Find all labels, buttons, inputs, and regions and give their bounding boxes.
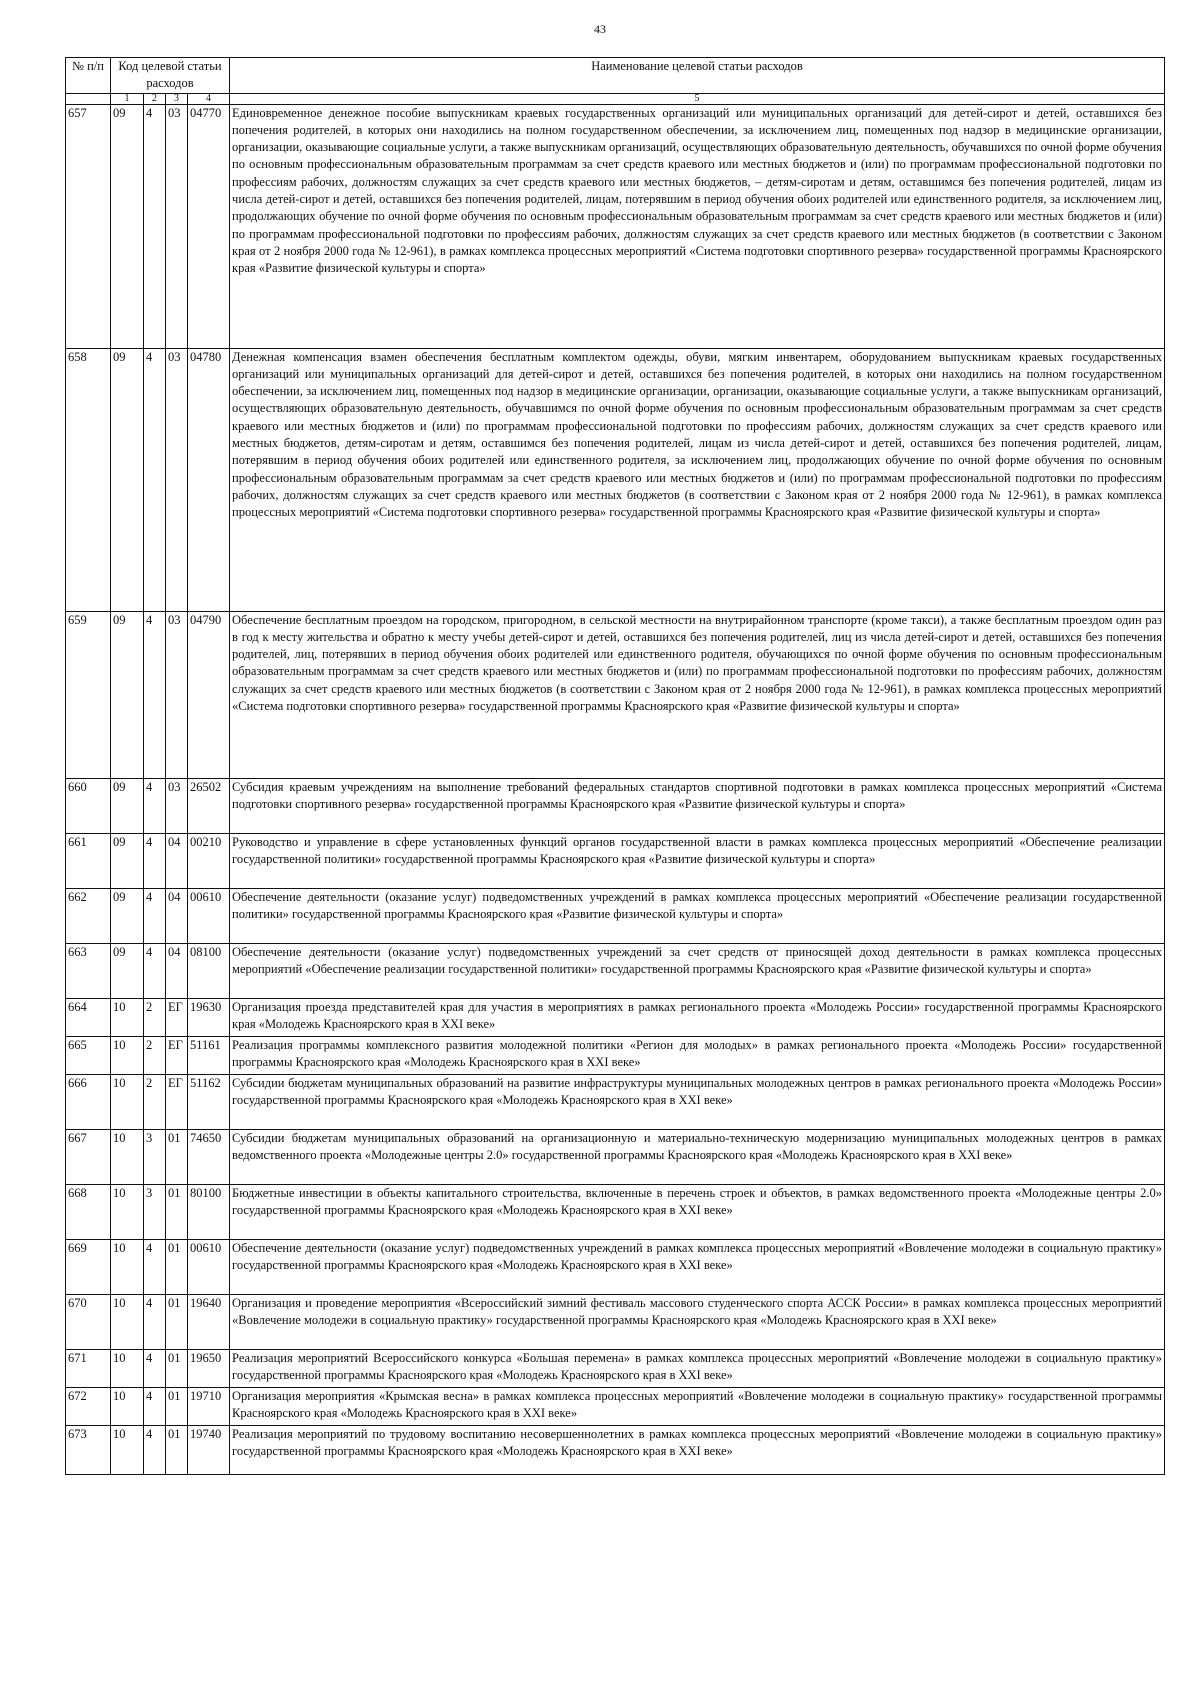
code-3: 03 xyxy=(166,778,188,833)
row-number: 668 xyxy=(66,1184,111,1239)
row-name: Организация и проведение мероприятия «Всероссийский зимний фестиваль массового студенческого спорта АССК России» в рамках комплекса процессных мероприятий «Вовлечение молодежи в социальную практику» государственной программы Красноярского края «Молодежь Красноярского края в XXI веке» xyxy=(230,1294,1165,1349)
row-number: 660 xyxy=(66,778,111,833)
code-2: 2 xyxy=(144,1074,166,1129)
table-row xyxy=(66,348,1165,611)
table-row xyxy=(66,778,1165,833)
row-name: Бюджетные инвестиции в объекты капитального строительства, включенные в перечень строек и объектов, в рамках ведомственного проекта «Молодежные центры 2.0» государственной программы Красноярского края «Молодежь Красноярского края в XXI веке» xyxy=(230,1184,1165,1239)
row-number: 665 xyxy=(66,1036,111,1074)
row-number: 658 xyxy=(66,348,111,611)
table-row xyxy=(66,998,1165,1036)
code-2: 3 xyxy=(144,1129,166,1184)
table-row xyxy=(66,833,1165,888)
table-row xyxy=(66,1074,1165,1129)
column-number-1: 1 xyxy=(111,93,144,104)
row-number: 659 xyxy=(66,611,111,778)
code-2: 4 xyxy=(144,1349,166,1387)
row-number: 657 xyxy=(66,104,111,348)
code-3: 03 xyxy=(166,104,188,348)
row-number: 662 xyxy=(66,888,111,943)
table-row xyxy=(66,1129,1165,1184)
code-4: 00610 xyxy=(188,888,230,943)
code-1: 09 xyxy=(111,888,144,943)
code-2: 4 xyxy=(144,888,166,943)
code-4: 19740 xyxy=(188,1425,230,1474)
code-4: 51162 xyxy=(188,1074,230,1129)
table-row xyxy=(66,1387,1165,1425)
code-2: 2 xyxy=(144,998,166,1036)
code-2: 4 xyxy=(144,833,166,888)
table-row xyxy=(66,888,1165,943)
code-3: 01 xyxy=(166,1239,188,1294)
code-3: 01 xyxy=(166,1129,188,1184)
row-number: 670 xyxy=(66,1294,111,1349)
code-4: 00610 xyxy=(188,1239,230,1294)
code-3: 03 xyxy=(166,348,188,611)
code-3: ЕГ xyxy=(166,998,188,1036)
code-3: 03 xyxy=(166,611,188,778)
column-number-5: 5 xyxy=(230,93,1165,104)
code-4: 08100 xyxy=(188,943,230,998)
code-1: 10 xyxy=(111,1425,144,1474)
code-2: 4 xyxy=(144,104,166,348)
code-1: 09 xyxy=(111,611,144,778)
table-row xyxy=(66,1184,1165,1239)
code-3: 01 xyxy=(166,1349,188,1387)
code-1: 10 xyxy=(111,1129,144,1184)
column-number-3: 3 xyxy=(166,93,188,104)
header-code: Код целевой статьи расходов xyxy=(111,58,230,94)
code-1: 10 xyxy=(111,1184,144,1239)
table-row xyxy=(66,104,1165,348)
code-1: 09 xyxy=(111,833,144,888)
code-4: 00210 xyxy=(188,833,230,888)
code-1: 10 xyxy=(111,1294,144,1349)
row-number: 664 xyxy=(66,998,111,1036)
page-number: 43 xyxy=(594,22,606,36)
code-3: 04 xyxy=(166,943,188,998)
column-number-4: 4 xyxy=(188,93,230,104)
table-row xyxy=(66,1425,1165,1474)
row-name: Субсидии бюджетам муниципальных образований на развитие инфраструктуры муниципальных молодежных центров в рамках регионального проекта «Молодежь России» государственной программы Красноярского края «Молодежь Красноярского края в XXI веке» xyxy=(230,1074,1165,1129)
code-4: 04780 xyxy=(188,348,230,611)
table-body xyxy=(66,104,1165,1474)
code-3: 04 xyxy=(166,888,188,943)
code-1: 09 xyxy=(111,348,144,611)
table-row xyxy=(66,1036,1165,1074)
row-number: 673 xyxy=(66,1425,111,1474)
row-name: Субсидия краевым учреждениям на выполнение требований федеральных стандартов спортивной подготовки в рамках комплекса процессных мероприятий «Система подготовки спортивного резерва» государственной программы Красноярского края «Развитие физической культуры и спорта» xyxy=(230,778,1165,833)
code-2: 4 xyxy=(144,1239,166,1294)
header-number: № п/п xyxy=(66,58,111,94)
row-number: 669 xyxy=(66,1239,111,1294)
row-number: 671 xyxy=(66,1349,111,1387)
table-row xyxy=(66,611,1165,778)
table-row xyxy=(66,1294,1165,1349)
header-name: Наименование целевой статьи расходов xyxy=(230,58,1165,94)
table-row xyxy=(66,1349,1165,1387)
code-1: 10 xyxy=(111,1239,144,1294)
code-3: 01 xyxy=(166,1294,188,1349)
row-name: Обеспечение деятельности (оказание услуг) подведомственных учреждений в рамках комплекса процессных мероприятий «Обеспечение реализации государственной политики» государственной программы Красноярского края «Развитие физической культуры и спорта» xyxy=(230,888,1165,943)
column-number-2: 2 xyxy=(144,93,166,104)
row-number: 666 xyxy=(66,1074,111,1129)
code-1: 10 xyxy=(111,1036,144,1074)
row-name: Обеспечение деятельности (оказание услуг) подведомственных учреждений в рамках комплекса процессных мероприятий «Вовлечение молодежи в социальную практику» государственной программы Красноярского края «Молодежь Красноярского края в XXI веке» xyxy=(230,1239,1165,1294)
code-3: 01 xyxy=(166,1184,188,1239)
row-name: Реализация программы комплексного развития молодежной политики «Регион для молодых» в рамках регионального проекта «Молодежь России» государственной программы Красноярского края «Молодежь Красноярского края в XXI веке» xyxy=(230,1036,1165,1074)
code-1: 10 xyxy=(111,1074,144,1129)
code-4: 19710 xyxy=(188,1387,230,1425)
code-1: 10 xyxy=(111,1349,144,1387)
target-items-table xyxy=(65,57,1165,1475)
row-number: 661 xyxy=(66,833,111,888)
code-3: 01 xyxy=(166,1387,188,1425)
code-2: 3 xyxy=(144,1184,166,1239)
code-3: ЕГ xyxy=(166,1074,188,1129)
code-4: 19630 xyxy=(188,998,230,1036)
code-1: 09 xyxy=(111,778,144,833)
code-2: 4 xyxy=(144,611,166,778)
code-4: 04770 xyxy=(188,104,230,348)
row-name: Обеспечение бесплатным проездом на городском, пригородном, в сельской местности на внутрирайонном транспорте (кроме такси), а также бесплатным проездом один раз в год к месту жительства и обратно к месту учебы детей-сирот и детей, оставшихся без попечения родителей, лиц из числа детей-сирот и детей, оставшихся без попечения родителей, лиц, потерявших в период обучения обоих родителей или единственного родителя, обучающихся по очной форме обучения по основным профессиональным образовательным программам за счет средств краевого или местных бюджетов и (или) по программам профессиональной подготовки по профессиям рабочих, должностям служащих за счет средств краевого или местных бюджетов (в соответствии с Законом края от 2 ноября 2000 года № 12-961), в рамках комплекса процессных мероприятий «Система подготовки спортивного резерва» государственной программы Красноярского края «Развитие физической культуры и спорта» xyxy=(230,611,1165,778)
row-name: Организация мероприятия «Крымская весна» в рамках комплекса процессных мероприятий «Вовлечение молодежи в социальную практику» государственной программы Красноярского края «Молодежь Красноярского края в XXI веке» xyxy=(230,1387,1165,1425)
table-row xyxy=(66,1239,1165,1294)
row-name: Реализация мероприятий Всероссийского конкурса «Большая перемена» в рамках комплекса процессных мероприятий «Вовлечение молодежи в социальную практику» государственной программы Красноярского края «Молодежь Красноярского края в XXI веке» xyxy=(230,1349,1165,1387)
code-4: 51161 xyxy=(188,1036,230,1074)
row-name: Организация проезда представителей края для участия в мероприятиях в рамках регионального проекта «Молодежь России» государственной программы Красноярского края «Молодежь Красноярского края в XXI веке» xyxy=(230,998,1165,1036)
row-number: 672 xyxy=(66,1387,111,1425)
code-2: 4 xyxy=(144,1294,166,1349)
row-name: Руководство и управление в сфере установленных функций органов государственной власти в рамках комплекса процессных мероприятий «Обеспечение реализации государственной политики» государственной программы Красноярского края «Развитие физической культуры и спорта» xyxy=(230,833,1165,888)
code-4: 80100 xyxy=(188,1184,230,1239)
code-4: 26502 xyxy=(188,778,230,833)
row-number: 667 xyxy=(66,1129,111,1184)
code-2: 4 xyxy=(144,943,166,998)
code-4: 19650 xyxy=(188,1349,230,1387)
code-2: 4 xyxy=(144,778,166,833)
row-name: Обеспечение деятельности (оказание услуг) подведомственных учреждений за счет средств от приносящей доход деятельности в рамках комплекса процессных мероприятий «Обеспечение реализации государственной политики» государственной программы Красноярского края «Развитие физической культуры и спорта» xyxy=(230,943,1165,998)
code-1: 09 xyxy=(111,943,144,998)
code-1: 10 xyxy=(111,998,144,1036)
table-row xyxy=(66,943,1165,998)
code-3: ЕГ xyxy=(166,1036,188,1074)
code-2: 4 xyxy=(144,1387,166,1425)
code-2: 4 xyxy=(144,1425,166,1474)
code-4: 19640 xyxy=(188,1294,230,1349)
code-3: 04 xyxy=(166,833,188,888)
code-2: 2 xyxy=(144,1036,166,1074)
code-2: 4 xyxy=(144,348,166,611)
code-4: 04790 xyxy=(188,611,230,778)
row-name: Денежная компенсация взамен обеспечения бесплатным комплектом одежды, обуви, мягким инвентарем, оборудованием выпускникам краевых государственных организаций или муниципальных организаций для детей-сирот и детей, оставшихся без попечения родителей, в которых они находились на полном государственном обеспечении, за исключением лиц, помещенных под надзор в медицинские организации, организации, оказывающие социальные услуги, а также выпускникам организаций, осуществляющих образовательную деятельность, обучавшимся по очной форме обучения по основным профессиональным образовательным программам за счет средств краевого или местных бюджетов и (или) по программам профессиональной подготовки по профессиям рабочих, должностям служащих за счет средств краевого или местных бюджетов, детям-сиротам и детям, оставшимся без попечения родителей, лицам из числа детей-сирот и детей, оставшихся без попечения родителей, лицам, потерявшим в период обучения обоих родителей или единственного родителя, за исключением лиц, продолжающих обучение по очной форме обучения по основным профессиональным образовательным программам за счет средств краевого или местных бюджетов и (или) по программам профессиональной подготовки по профессиям рабочих, должностям служащих за счет средств краевого или местных бюджетов (в соответствии с Законом края от 2 ноября 2000 года № 12-961), в рамках комплекса процессных мероприятий «Система подготовки спортивного резерва» государственной программы Красноярского края «Развитие физической культуры и спорта» xyxy=(230,348,1165,611)
row-number: 663 xyxy=(66,943,111,998)
row-name: Субсидии бюджетам муниципальных образований на организационную и материально-техническую модернизацию муниципальных молодежных центров в рамках ведомственного проекта «Молодежные центры 2.0» государственной программы Красноярского края «Молодежь Красноярского края в XXI веке» xyxy=(230,1129,1165,1184)
code-3: 01 xyxy=(166,1425,188,1474)
row-name: Единовременное денежное пособие выпускникам краевых государственных организаций или муниципальных организаций для детей-сирот и детей, оставшихся без попечения родителей, в которых они находились на полном государственном обеспечении, за исключением лиц, помещенных под надзор в медицинские организации, организации, оказывающие социальные услуги, а также выпускникам организаций, осуществляющих образовательную деятельность, обучавшихся по очной форме обучения по основным профессиональным образовательным программам за счет средств краевого или местных бюджетов и (или) по программам профессиональной подготовки по профессиям рабочих, должностям служащих за счет средств краевого или местных бюджетов, – детям-сиротам и детям, оставшимся без попечения родителей, лицам из числа детей-сирот и детей, оставшихся без попечения родителей, лицам, потерявшим в период обучения обоих родителей или единственного родителя, за исключением лиц, продолжающих обучение по очной форме обучения по основным профессиональным образовательным программам за счет средств краевого или местных бюджетов и (или) по программам профессиональной подготовки по профессиям рабочих, должностям служащих за счет средств краевого или местных бюджетов (в соответствии с Законом края от 2 ноября 2000 года № 12-961), в рамках комплекса процессных мероприятий «Система подготовки спортивного резерва» государственной программы Красноярского края «Развитие физической культуры и спорта» xyxy=(230,104,1165,348)
code-1: 10 xyxy=(111,1387,144,1425)
code-1: 09 xyxy=(111,104,144,348)
code-4: 74650 xyxy=(188,1129,230,1184)
row-name: Реализация мероприятий по трудовому воспитанию несовершеннолетних в рамках комплекса процессных мероприятий «Вовлечение молодежи в социальную практику» государственной программы Красноярского края «Молодежь Красноярского края в XXI веке» xyxy=(230,1425,1165,1474)
